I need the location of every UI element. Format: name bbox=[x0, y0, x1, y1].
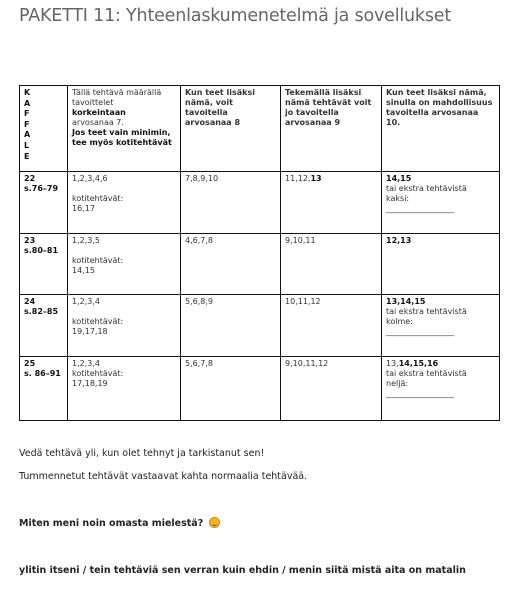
lesson-cell: 23 s.80–81 bbox=[20, 234, 68, 295]
grade-8-cell: 7,8,9,10 bbox=[181, 172, 281, 234]
instruction-cross-out: Vedä tehtävä yli, kun olet tehnyt ja tarkistanut sen! bbox=[19, 448, 265, 459]
header-grade-8: Kun teet lisäksi nämä, voit tavoitella arvosanaa 8 bbox=[181, 86, 281, 172]
grade-10-cell: 13,14,15,16 tai ekstra tehtävistä neljä: _________________ bbox=[382, 357, 500, 421]
task-table bbox=[19, 85, 500, 421]
lesson-cell: 22 s.76–79 bbox=[20, 172, 68, 234]
header-grade-7: Tällä tehtävä määrällä tavoittelet korkeintaan arvosanaa 7. Jos teet vain minimin, tee myös kotitehtävät bbox=[68, 86, 181, 172]
table-header-row bbox=[20, 86, 500, 172]
grade-10-cell: 12,13 bbox=[382, 234, 500, 295]
grade-10-cell: 13,14,15 tai ekstra tehtävistä kolme: _________________ bbox=[382, 295, 500, 357]
lesson-cell: 24 s.82–85 bbox=[20, 295, 68, 357]
grade-9-cell: 9,10,11,12 bbox=[281, 357, 382, 421]
grade-8-cell: 5,6,8,9 bbox=[181, 295, 281, 357]
kaffale-letter: E bbox=[24, 151, 30, 161]
kaffale-letter: F bbox=[24, 109, 30, 119]
kaffale-letter: K bbox=[24, 88, 31, 97]
table-row bbox=[20, 295, 500, 357]
self-assessment-question: Miten meni noin omasta mielestä? bbox=[19, 517, 220, 529]
kaffale-letter: A bbox=[24, 98, 31, 108]
grade-10-cell: 14,15 tai ekstra tehtävistä kaksi: _________________ bbox=[382, 172, 500, 234]
table-row bbox=[20, 172, 500, 234]
header-grade-9: Tekemällä lisäksi nämä tehtävät voit jo tavoitella arvosanaa 9 bbox=[281, 86, 382, 172]
grade-9-cell: 11,12,13 bbox=[281, 172, 382, 234]
grade-9-cell: 10,11,12 bbox=[281, 295, 382, 357]
grade-7-cell: 1,2,3,5 kotitehtävät: 14,15 bbox=[68, 234, 181, 295]
grade-8-cell: 5,6,7,8 bbox=[181, 357, 281, 421]
table-row bbox=[20, 234, 500, 295]
answer-line[interactable]: _________________ bbox=[386, 327, 454, 336]
document-title: PAKETTI 11: Yhteenlaskumenetelmä ja sovellukset bbox=[19, 6, 452, 26]
header-kaffale bbox=[20, 86, 68, 172]
grade-9-cell: 9,10,11 bbox=[281, 234, 382, 295]
grade-7-cell: 1,2,3,4,6 kotitehtävät: 16,17 bbox=[68, 172, 181, 234]
answer-line[interactable]: _________________ bbox=[386, 389, 454, 398]
lesson-cell: 25 s. 86–91 bbox=[20, 357, 68, 421]
answer-line[interactable]: _________________ bbox=[386, 204, 454, 213]
header-grade-10: Kun teet lisäksi nämä, sinulla on mahdollisuus tavoitella arvosanaa 10. bbox=[382, 86, 500, 172]
kaffale-letter: F bbox=[24, 119, 30, 129]
grade-7-cell: 1,2,3,4 kotitehtävät: 19,17,18 bbox=[68, 295, 181, 357]
kaffale-letter: A bbox=[24, 130, 31, 140]
kaffale-letter: L bbox=[24, 140, 30, 150]
instruction-bold-tasks: Tummennetut tehtävät vastaavat kahta normaalia tehtävää. bbox=[19, 471, 308, 482]
grade-7-cell: 1,2,3,4 kotitehtävät: 17,18,19 bbox=[68, 357, 181, 421]
grade-8-cell: 4,6,7,8 bbox=[181, 234, 281, 295]
smiley-icon bbox=[209, 517, 220, 528]
self-assessment-options[interactable]: ylitin itseni / tein tehtäviä sen verran kuin ehdin / menin siitä mistä aita on matalin bbox=[19, 565, 466, 576]
table-row bbox=[20, 357, 500, 421]
